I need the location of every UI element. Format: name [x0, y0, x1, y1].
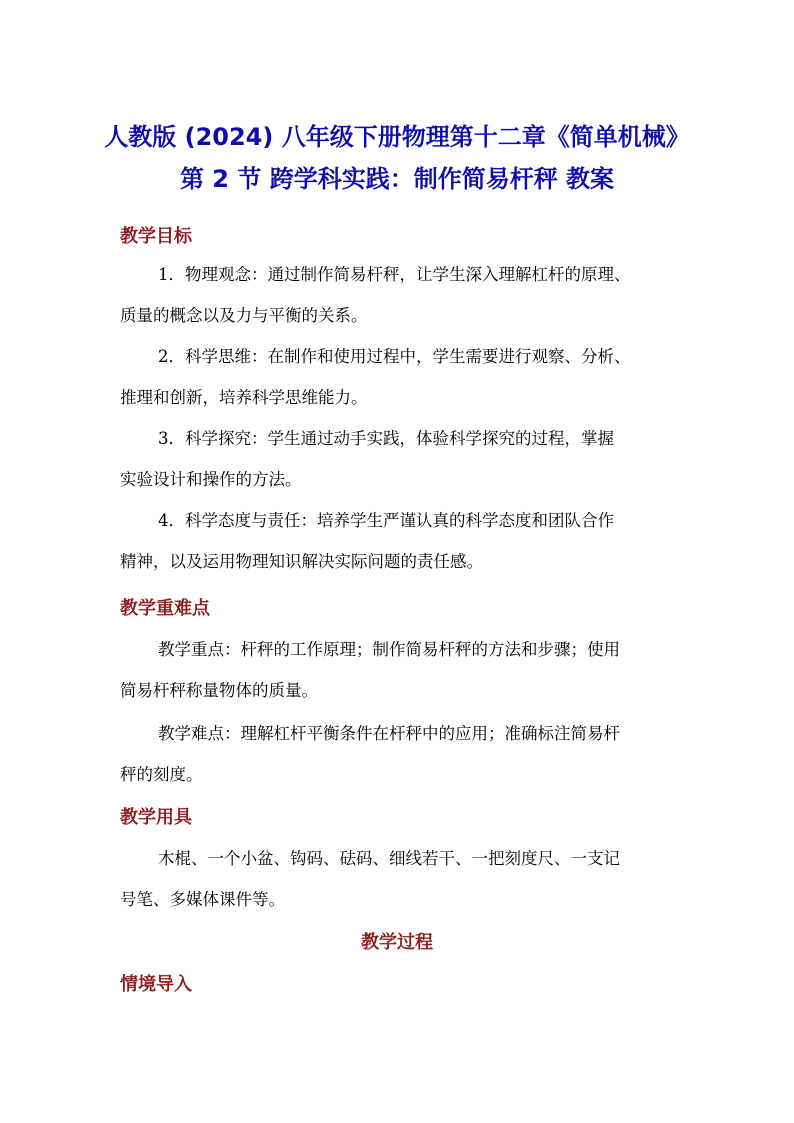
teaching-difficulty-line-1: 教学难点：理解杠杆平衡条件在杆秤中的应用；准确标注简易杆	[158, 724, 620, 743]
objective-item-4	[120, 500, 676, 582]
objective-item-3-line-2: 实验设计和操作的方法。	[120, 470, 302, 489]
teaching-tools	[120, 838, 676, 920]
teaching-difficulty	[120, 713, 676, 795]
process-heading: 教学过程	[361, 932, 433, 953]
objective-item-2-line-1: 2．科学思维：在制作和使用过程中，学生需要进行观察、分析、	[158, 347, 631, 366]
key-points-heading: 教学重难点	[120, 598, 210, 619]
objective-item-2-line-2: 推理和创新，培养科学思维能力。	[120, 388, 368, 407]
tools-heading: 教学用具	[120, 807, 192, 828]
teaching-focus-line-2: 简易杆秤称量物体的质量。	[120, 681, 318, 700]
document-title-line-2: 第 2 节 跨学科实践：制作简易杆秤 教案	[179, 165, 615, 193]
objective-item-1	[120, 254, 676, 336]
objective-item-2	[120, 336, 676, 418]
teaching-focus-line-1: 教学重点：杆秤的工作原理；制作简易杆秤的方法和步骤；使用	[158, 640, 620, 659]
objective-item-3-line-1: 3．科学探究：学生通过动手实践，体验科学探究的过程，掌握	[158, 429, 614, 448]
objective-item-3	[120, 418, 676, 500]
objective-item-1-line-2: 质量的概念以及力与平衡的关系。	[120, 306, 368, 325]
objective-item-4-line-1: 4．科学态度与责任：培养学生严谨认真的科学态度和团队合作	[158, 511, 614, 530]
objective-item-4-line-2: 精神，以及运用物理知识解决实际问题的责任感。	[120, 552, 483, 571]
objective-item-1-line-1: 1．物理观念：通过制作简易杆秤，让学生深入理解杠杆的原理、	[158, 265, 631, 284]
document-title-line-1: 人教版 (2024) 八年级下册物理第十二章《简单机械》	[104, 123, 690, 151]
teaching-focus	[120, 629, 676, 711]
teaching-difficulty-line-2: 秤的刻度。	[120, 765, 203, 784]
teaching-tools-line-1: 木棍、一个小盆、钩码、砝码、细线若干、一把刻度尺、一支记	[158, 849, 620, 868]
intro-heading: 情境导入	[120, 974, 192, 995]
teaching-tools-line-2: 号笔、多媒体课件等。	[120, 890, 285, 909]
objectives-heading: 教学目标	[120, 226, 192, 247]
